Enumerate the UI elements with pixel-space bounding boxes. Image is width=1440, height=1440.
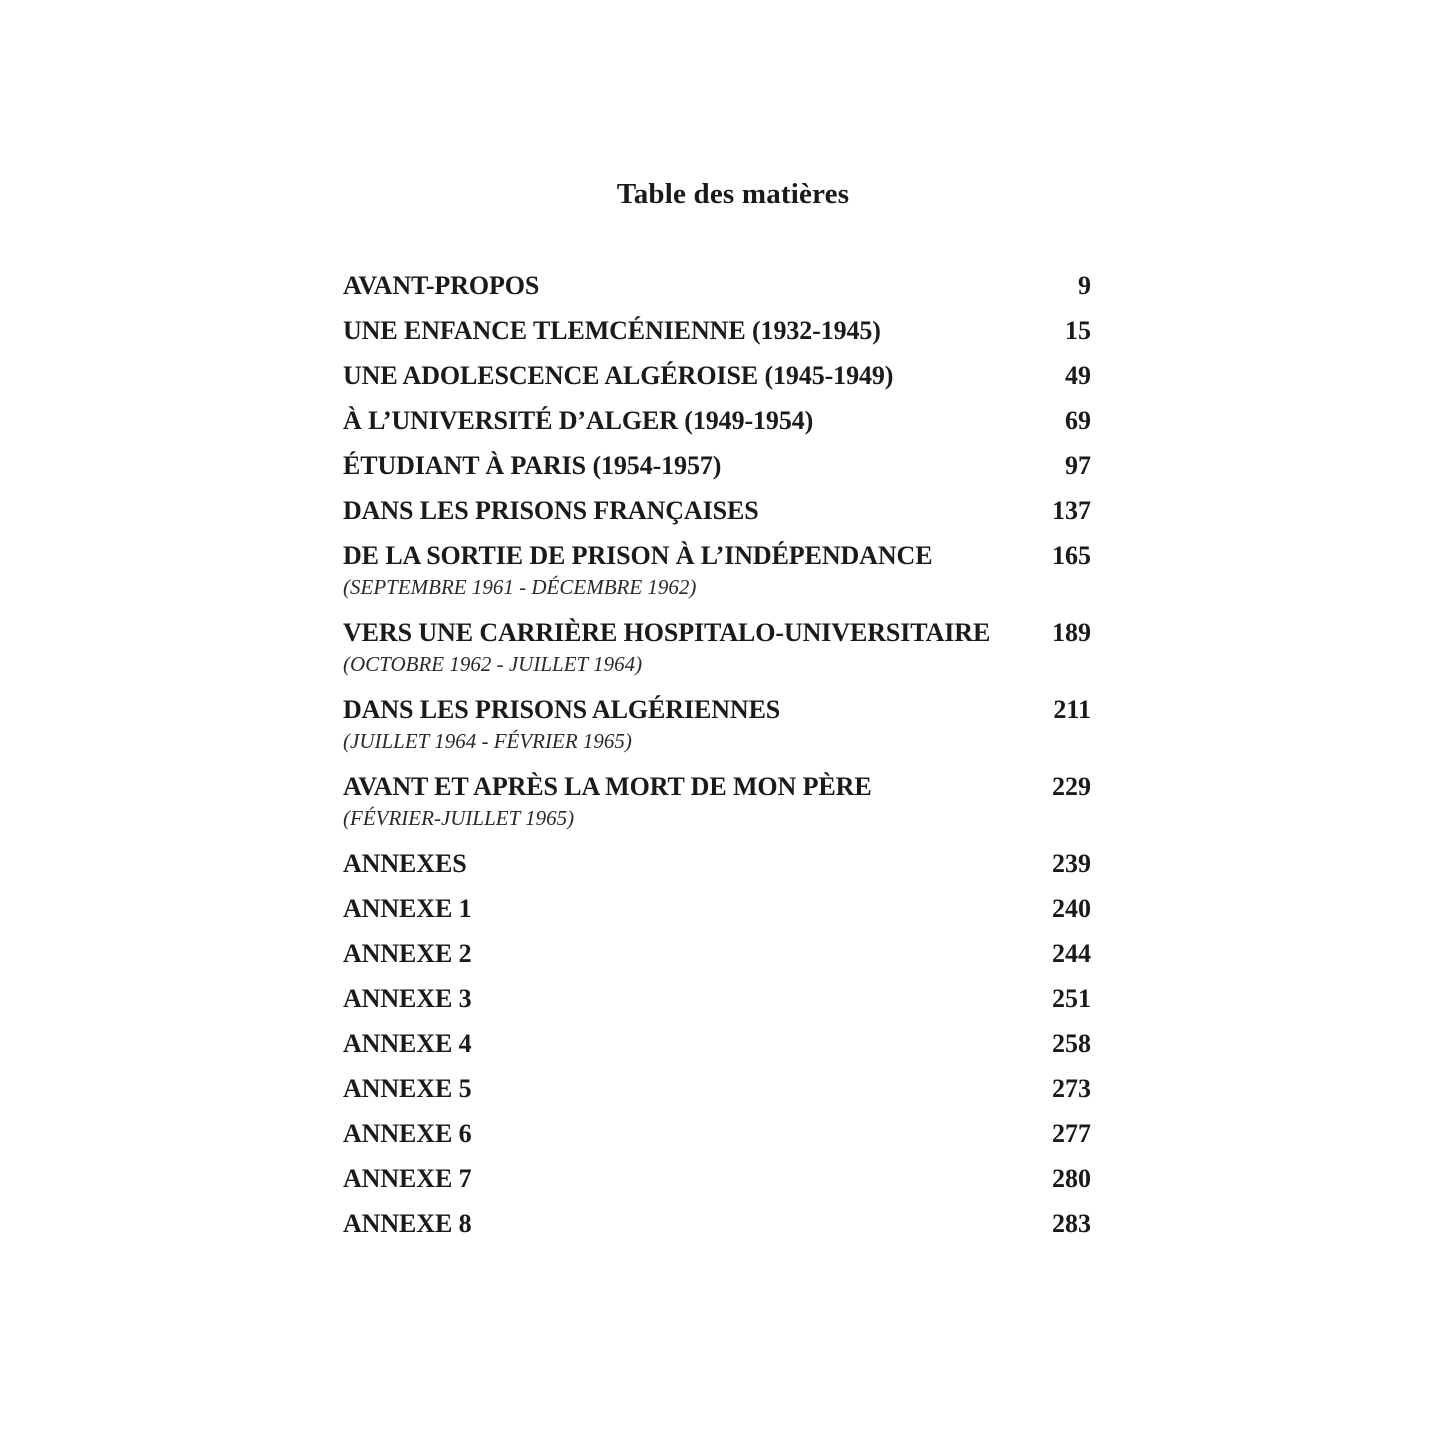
toc-entry: [343, 540, 1091, 602]
toc-entry-page-number: 165: [1052, 541, 1091, 570]
toc-entry-title: AVANT ET APRÈS LA MORT DE MON PÈRE: [343, 772, 872, 801]
toc-entry-text: [343, 540, 932, 602]
toc-entry: [343, 1073, 1091, 1105]
toc-entry-page-number: 97: [1065, 451, 1091, 480]
toc-entry-text: [343, 315, 881, 347]
toc-entry: [343, 270, 1091, 302]
toc-entry-text: [343, 983, 472, 1015]
toc-entry-page-number: 189: [1052, 618, 1091, 647]
toc-entry-page-number: 137: [1052, 496, 1091, 525]
toc-entry-page-number: 277: [1052, 1119, 1091, 1148]
toc-entry-page-number: 15: [1065, 316, 1091, 345]
toc-entry: [343, 694, 1091, 756]
toc-entry-title: VERS UNE CARRIÈRE HOSPITALO-UNIVERSITAIRE: [343, 618, 991, 647]
toc-entry-title: DE LA SORTIE DE PRISON À L’INDÉPENDANCE: [343, 541, 933, 570]
toc-entry-text: [343, 771, 872, 833]
toc-entry-subtitle: (OCTOBRE 1962 - JUILLET 1964): [343, 652, 643, 676]
toc-entry-page-number: 49: [1065, 361, 1091, 390]
toc-entry: [343, 1028, 1091, 1060]
toc-entry-page-number: 239: [1052, 849, 1091, 878]
toc-entry: [343, 450, 1091, 482]
toc-entry-text: [343, 1208, 472, 1240]
toc-entry-title: ANNEXE 2: [343, 939, 472, 968]
toc-entry-title: À L’UNIVERSITÉ D’ALGER (1949-1954): [343, 406, 814, 435]
toc-entry-subtitle: (SEPTEMBRE 1961 - DÉCEMBRE 1962): [343, 575, 697, 599]
toc-entry-title: ANNEXE 8: [343, 1209, 472, 1238]
toc-entry-text: [343, 617, 990, 679]
toc-entry: [343, 495, 1091, 527]
toc-entry-text: [343, 450, 721, 482]
toc-entry-title: ANNEXE 3: [343, 984, 472, 1013]
toc-entry: [343, 938, 1091, 970]
toc-entry-title: ANNEXE 4: [343, 1029, 472, 1058]
toc-entry-text: [343, 270, 539, 302]
toc-entry-page-number: 240: [1052, 894, 1091, 923]
toc-entry-page-number: 280: [1052, 1164, 1091, 1193]
toc-entry-text: [343, 405, 813, 437]
toc-entry-page-number: 244: [1052, 939, 1091, 968]
toc-entry-title: DANS LES PRISONS ALGÉRIENNES: [343, 695, 781, 724]
toc-entry-text: [343, 848, 467, 880]
toc-entry-title: ANNEXE 5: [343, 1074, 472, 1103]
page-title: Table des matières: [616, 178, 850, 210]
toc-entry-page-number: 9: [1078, 271, 1091, 300]
toc-entry-title: AVANT-PROPOS: [343, 271, 540, 300]
toc-entry-subtitle: (JUILLET 1964 - FÉVRIER 1965): [343, 729, 632, 753]
toc-entry-title: UNE ADOLESCENCE ALGÉROISE (1945-1949): [343, 361, 894, 390]
toc-entry-title: ÉTUDIANT À PARIS (1954-1957): [343, 451, 722, 480]
toc-entry: [343, 405, 1091, 437]
toc-entry-text: [343, 938, 472, 970]
toc-entry-title: DANS LES PRISONS FRANÇAISES: [343, 496, 759, 525]
toc-entry-page-number: 258: [1052, 1029, 1091, 1058]
toc-entry: [343, 983, 1091, 1015]
toc-entry-text: [343, 1073, 472, 1105]
toc-entry: [343, 1118, 1091, 1150]
toc-entry-text: [343, 495, 759, 527]
toc-entry-page-number: 251: [1052, 984, 1091, 1013]
toc-entry-title: ANNEXE 7: [343, 1164, 472, 1193]
toc-entry: [343, 848, 1091, 880]
toc-entry-title: ANNEXE 1: [343, 894, 472, 923]
toc-entry: [343, 360, 1091, 392]
toc-entry-page-number: 273: [1052, 1074, 1091, 1103]
toc-entry-title: UNE ENFANCE TLEMCÉNIENNE (1932-1945): [343, 316, 881, 345]
toc-entry: [343, 1208, 1091, 1240]
toc-entry: [343, 315, 1091, 347]
toc-entry-page-number: 283: [1052, 1209, 1091, 1238]
toc-entry-text: [343, 1028, 472, 1060]
toc-entry: [343, 1163, 1091, 1195]
toc-entry: [343, 893, 1091, 925]
toc-entry-text: [343, 893, 472, 925]
toc-entry-text: [343, 694, 780, 756]
toc-entry-text: [343, 360, 893, 392]
toc-entry-text: [343, 1163, 472, 1195]
toc-entry-page-number: 69: [1065, 406, 1091, 435]
toc-entry-page-number: 211: [1053, 695, 1091, 724]
toc-entry-title: ANNEXES: [343, 849, 467, 878]
toc-entry-title: ANNEXE 6: [343, 1119, 472, 1148]
toc-entry-subtitle: (FÉVRIER-JUILLET 1965): [343, 806, 575, 830]
toc-entry: [343, 617, 1091, 679]
toc-list: [343, 270, 1091, 1253]
toc-entry-text: [343, 1118, 472, 1150]
toc-entry: [343, 771, 1091, 833]
toc-entry-page-number: 229: [1052, 772, 1091, 801]
